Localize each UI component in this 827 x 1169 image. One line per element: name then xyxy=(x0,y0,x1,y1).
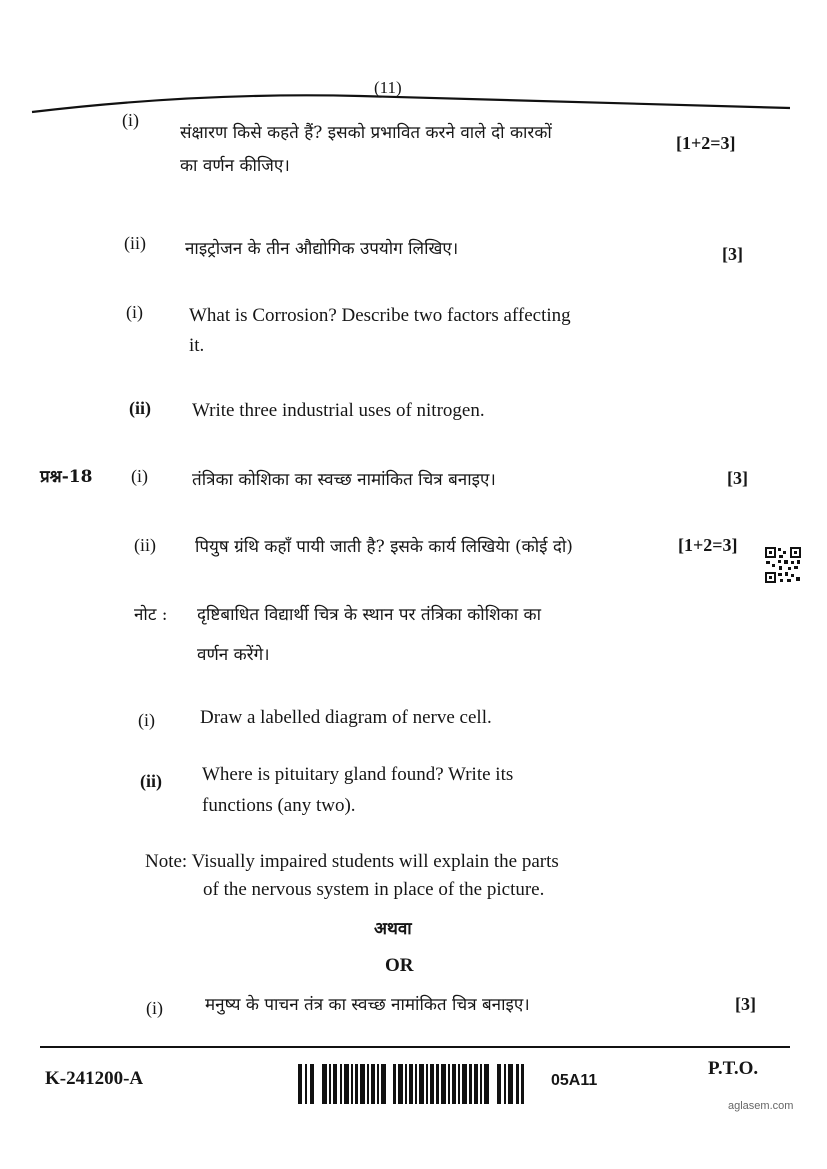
q18-note-hi-line1: दृष्टिबाधित विद्यार्थी चित्र के स्थान पर तंत्रिका कोशिका का xyxy=(197,605,541,625)
q17-hi-ii-label: (ii) xyxy=(124,233,146,253)
watermark: aglasem.com xyxy=(728,1100,794,1112)
q17-en-ii-label: (ii) xyxy=(129,398,151,418)
q17-hi-i-text-line1: संक्षारण किसे कहते हैं? इसको प्रभावित करने वाले दो कारकों xyxy=(180,123,552,143)
q18-note-en-line2: of the nervous system in place of the picture. xyxy=(203,879,545,900)
or-i-label: (i) xyxy=(146,998,163,1018)
q17-hi-ii-marks: [3] xyxy=(722,244,743,264)
page-number: (11) xyxy=(374,78,402,97)
q18-hi-ii-label: (ii) xyxy=(134,535,156,555)
or-i-marks: [3] xyxy=(735,994,756,1014)
q18-en-i-text: Draw a labelled diagram of nerve cell. xyxy=(200,707,492,728)
q18-en-ii-label: (ii) xyxy=(140,771,162,791)
q18-hi-i-label: (i) xyxy=(131,466,148,486)
or-i-text: मनुष्य के पाचन तंत्र का स्वच्छ नामांकित चित्र बनाइए। xyxy=(205,995,530,1015)
q18-note-en-line1: Note: Visually impaired students will explain the parts xyxy=(145,851,559,872)
q18-note-hi-label: नोट : xyxy=(134,605,168,625)
q18-hi-i-text: तंत्रिका कोशिका का स्वच्छ नामांकित चित्र बनाइए। xyxy=(192,470,496,490)
q17-en-i-label: (i) xyxy=(126,302,143,322)
q18-label: प्रश्न-18 xyxy=(40,467,93,487)
pto-label: P.T.O. xyxy=(708,1058,759,1079)
q18-hi-ii-text: पियुष ग्रंथि कहाँ पायी जाती है? इसके कार्य लिखियेा (कोई दो) xyxy=(195,537,573,557)
q18-hi-i-marks: [3] xyxy=(727,468,748,488)
paper-code: K-241200-A xyxy=(45,1068,144,1089)
q18-en-ii-text-line1: Where is pituitary gland found? Write its xyxy=(202,764,514,785)
q18-en-ii-text-line2: functions (any two). xyxy=(202,795,356,816)
barcode-text: 05A11 xyxy=(551,1072,598,1089)
footer-rule xyxy=(40,1046,790,1048)
q18-note-hi-line2: वर्णन करेंगे। xyxy=(197,645,270,665)
q17-hi-i-marks: [1+2=3] xyxy=(676,133,736,153)
q17-en-i-text-line2: it. xyxy=(189,335,205,356)
q18-en-i-label: (i) xyxy=(138,710,155,730)
q18-hi-ii-marks: [1+2=3] xyxy=(678,535,738,555)
or-english-heading: OR xyxy=(385,955,414,976)
q17-hi-i-label: (i) xyxy=(122,110,139,130)
q17-hi-i-text-line2: का वर्णन कीजिए। xyxy=(180,156,290,176)
q17-en-i-text-line1: What is Corrosion? Describe two factors affecting xyxy=(189,305,571,326)
qr-code-icon xyxy=(764,546,802,584)
or-hindi-heading: अथवा xyxy=(374,919,412,939)
barcode-icon xyxy=(298,1064,524,1104)
q17-en-ii-text: Write three industrial uses of nitrogen. xyxy=(192,400,485,421)
q17-hi-ii-text: नाइट्रोजन के तीन औद्योगिक उपयोग लिखिए। xyxy=(185,239,459,259)
